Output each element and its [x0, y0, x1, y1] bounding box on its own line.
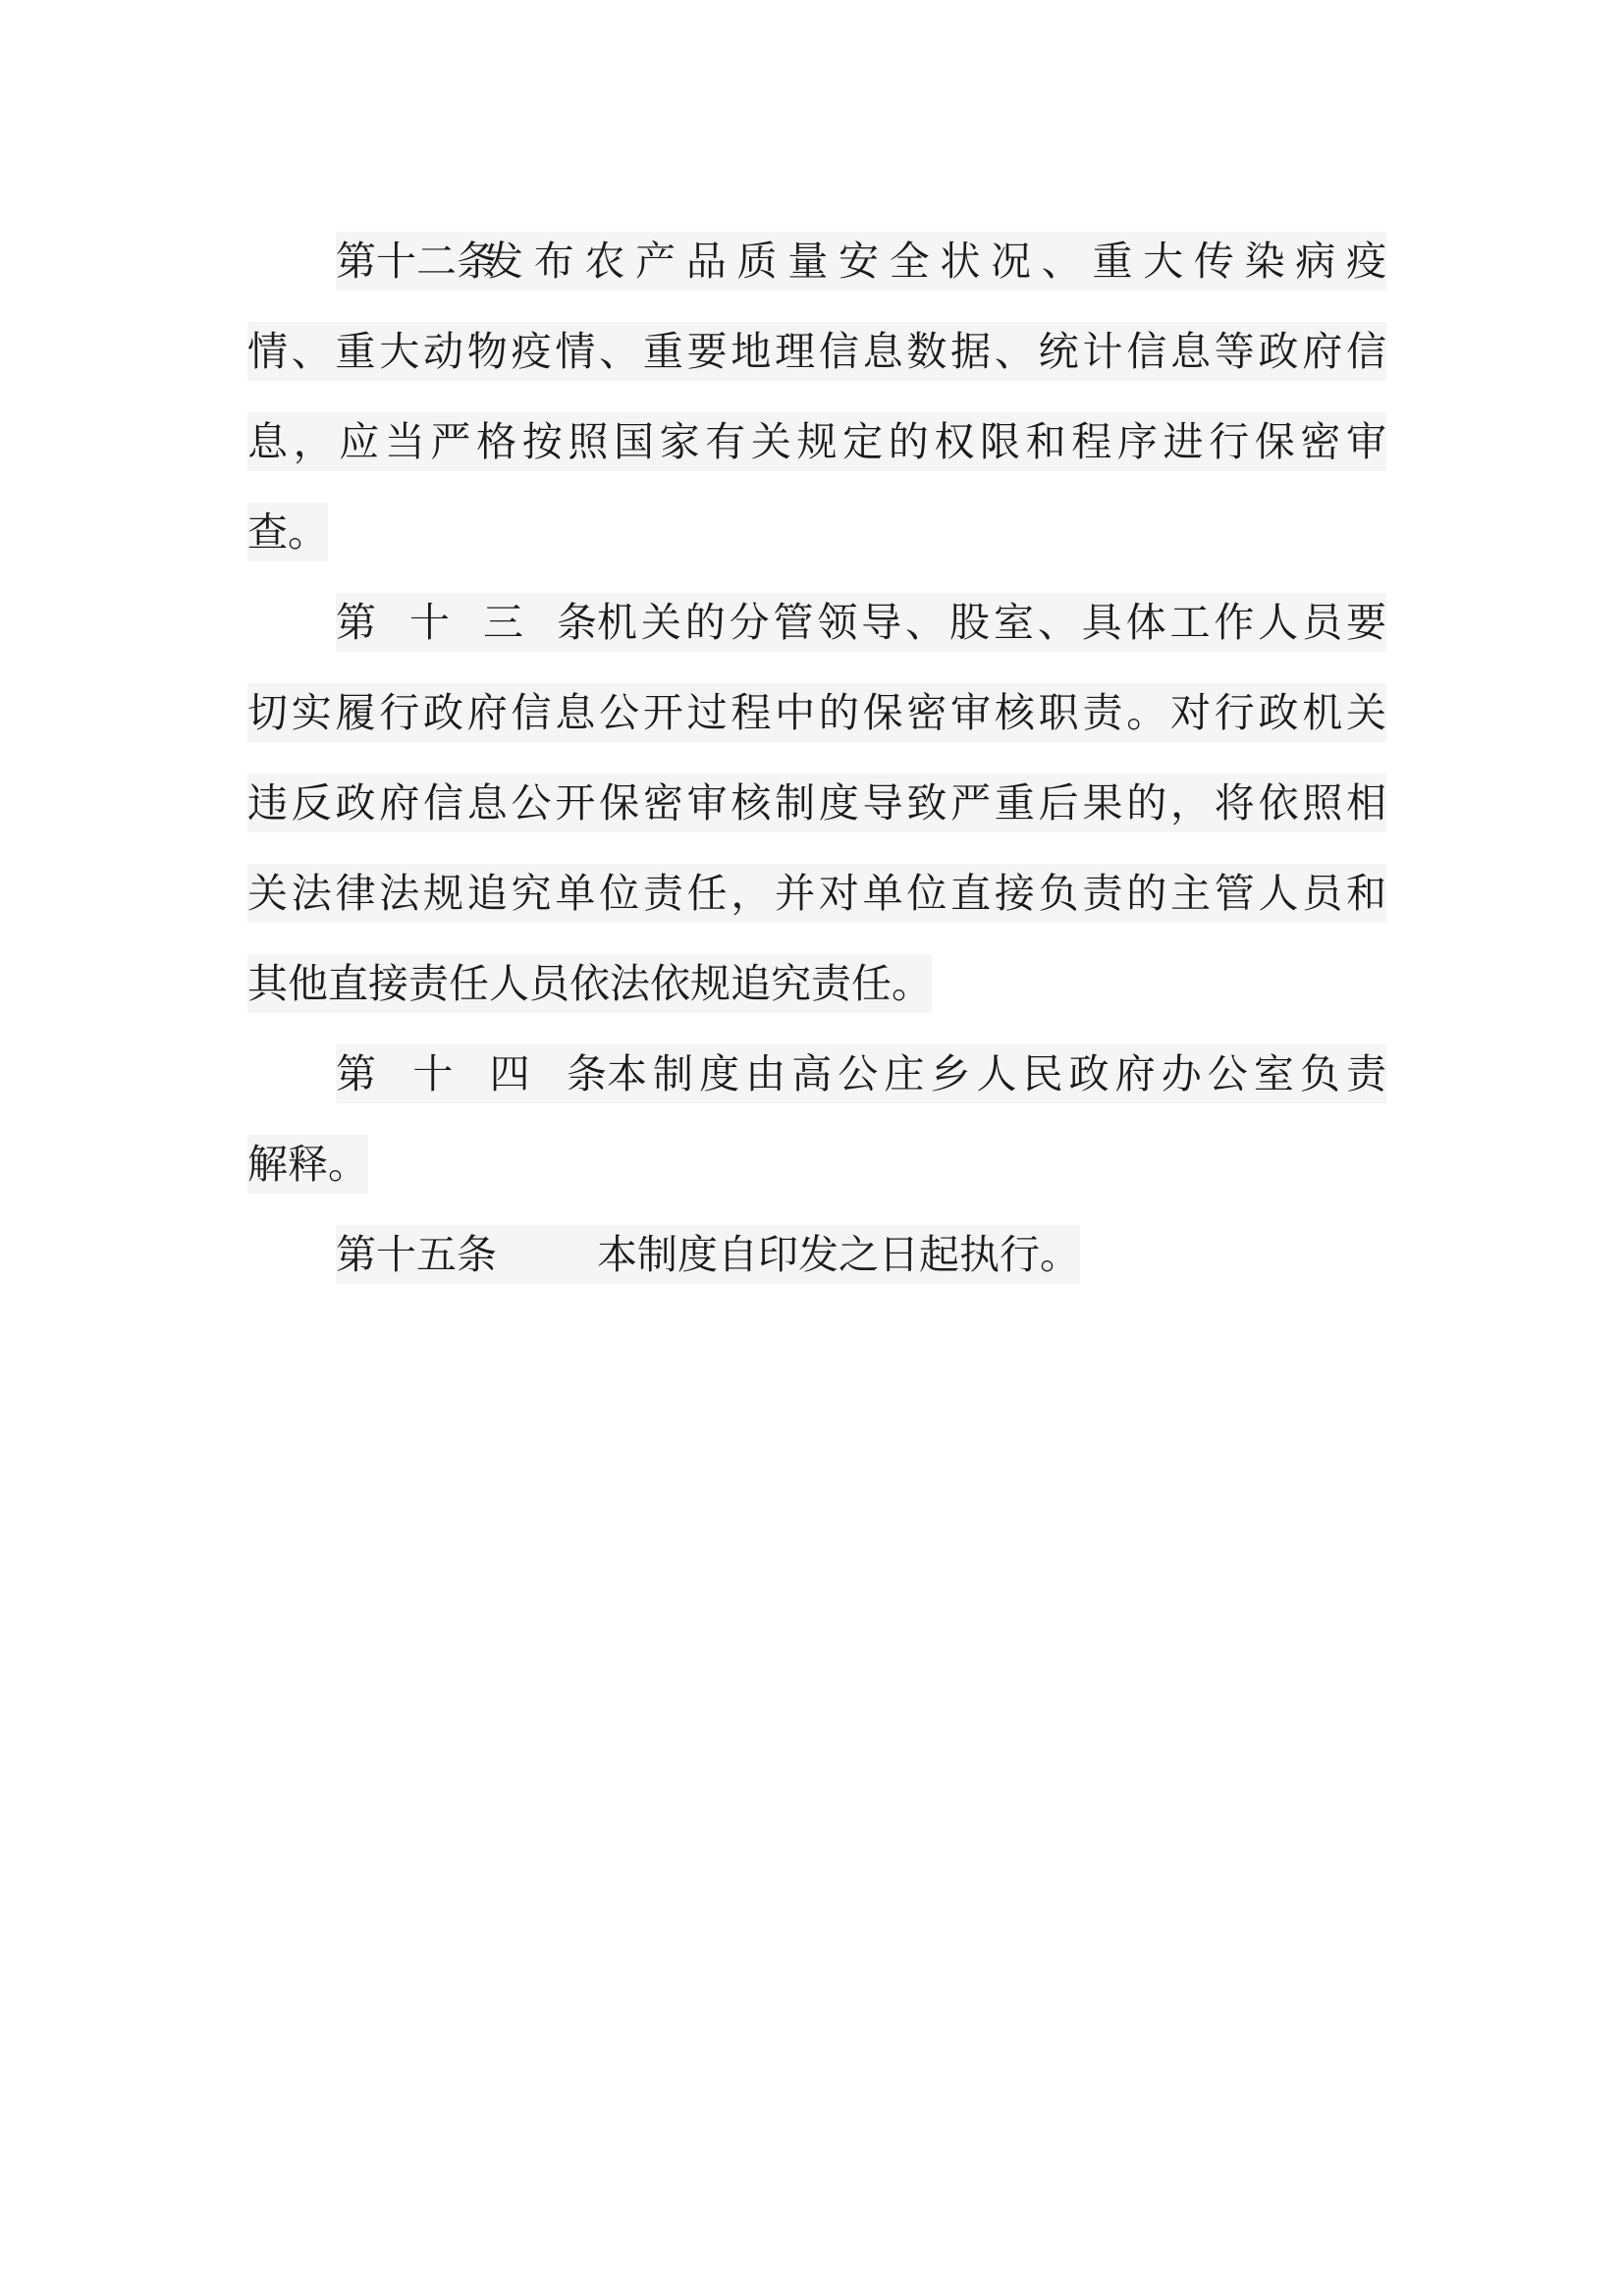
article-12-line-2: 情、重大动物疫情、重要地理信息数据、统计信息等政府信 — [247, 322, 1386, 381]
article-13-line-3: 违反政府信息公开保密审核制度导致严重后果的，将依照相 — [247, 774, 1386, 832]
article-14-line-1 — [336, 1044, 1386, 1103]
article-12-line-1 — [336, 232, 1386, 291]
article-12-heading: 第十二条 — [336, 238, 497, 285]
article-12-line-3: 息，应当严格按照国家有关规定的权限和程序进行保密审 — [247, 412, 1386, 471]
article-12-text-1: 发布农产品质量安全状况、重大传染病疫 — [483, 238, 1386, 285]
article-13-heading: 第十三条 — [336, 599, 597, 646]
article-13-text-1: 机关的分管领导、股室、具体工作人员要 — [597, 599, 1386, 646]
article-13-line-1 — [336, 593, 1386, 652]
article-13-line-2: 切实履行政府信息公开过程中的保密审核职责。对行政机关 — [247, 683, 1386, 742]
article-15-text-1: 本制度自印发之日起执行。 — [597, 1231, 1080, 1278]
article-13-line-5: 其他直接责任人员依法依规追究责任。 — [247, 954, 932, 1013]
article-12-line-4: 查。 — [247, 503, 328, 561]
article-14-text-1: 本制度由高公庄乡人民政府办公室负责 — [607, 1050, 1386, 1097]
article-15-heading: 第十五条 — [336, 1231, 497, 1278]
article-14-heading: 第十四条 — [336, 1050, 607, 1097]
article-14-line-2: 解释。 — [247, 1135, 368, 1194]
article-13-line-4: 关法律法规追究单位责任，并对单位直接负责的主管人员和 — [247, 864, 1386, 923]
article-15-line-1 — [336, 1225, 1080, 1284]
